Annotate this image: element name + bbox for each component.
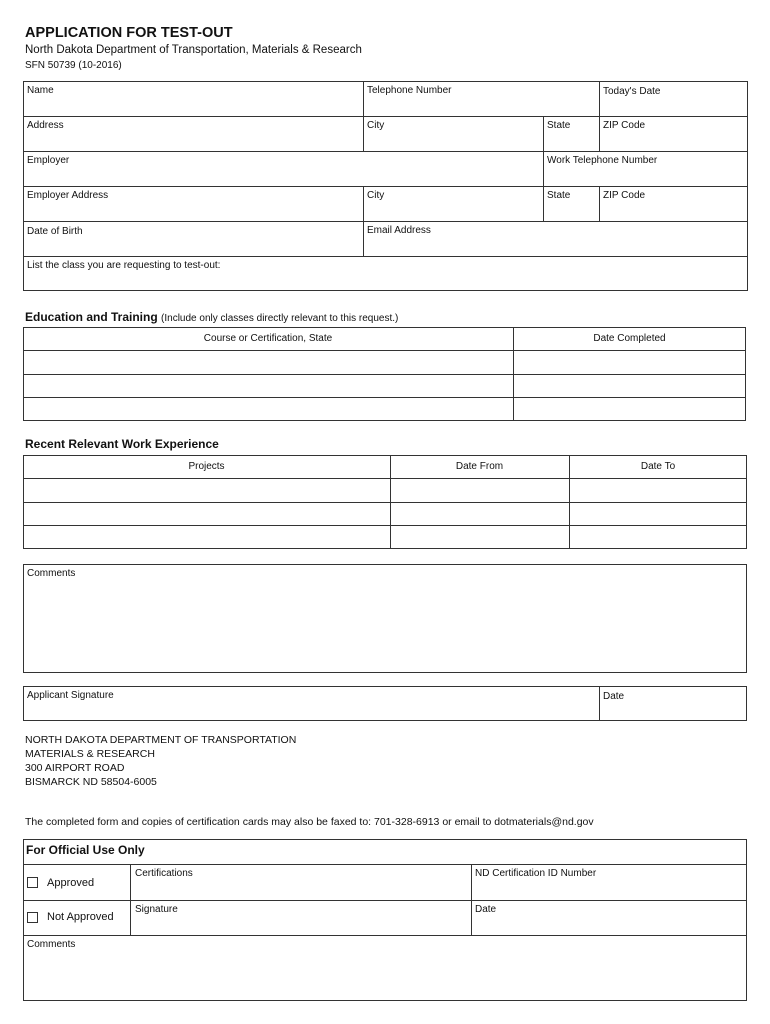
signature-date-field[interactable]: Date <box>603 691 625 702</box>
form-title: APPLICATION FOR TEST-OUT <box>25 25 233 41</box>
education-note: (Include only classes directly relevant to this request.) <box>161 313 399 324</box>
col-date-completed: Date Completed <box>593 333 666 344</box>
todays-date-field[interactable]: Today's Date <box>603 86 661 97</box>
employer-address-field[interactable]: Employer Address <box>27 190 109 201</box>
email-field[interactable]: Email Address <box>367 225 431 236</box>
address-line: MATERIALS & RESEARCH <box>25 748 155 760</box>
official-date-field[interactable]: Date <box>475 904 497 915</box>
employer-field[interactable]: Employer <box>27 155 70 166</box>
fax-email-note: The completed form and copies of certification cards may also be faxed to: 701-328-6913 or email to dotmaterials@nd.gov <box>25 816 594 828</box>
date-of-birth-field[interactable]: Date of Birth <box>27 226 83 237</box>
official-comments-field[interactable]: Comments <box>27 939 76 950</box>
employer-state-field[interactable]: State <box>547 190 571 201</box>
approved-label: Approved <box>47 877 95 889</box>
address-line: NORTH DAKOTA DEPARTMENT OF TRANSPORTATION <box>25 734 297 746</box>
comments-label: Comments <box>27 568 76 579</box>
form-number: SFN 50739 (10-2016) <box>25 60 122 71</box>
address-line: BISMARCK ND 58504-6005 <box>25 776 157 788</box>
official-use-heading: For Official Use Only <box>26 843 145 857</box>
col-date-from: Date From <box>455 461 504 472</box>
approved-checkbox[interactable] <box>27 877 38 888</box>
not-approved-label: Not Approved <box>47 911 114 923</box>
education-heading <box>25 310 398 324</box>
department-name: North Dakota Department of Transportation, Materials & Research <box>25 44 362 56</box>
address-field[interactable]: Address <box>27 120 64 131</box>
telephone-field[interactable]: Telephone Number <box>367 85 452 96</box>
official-signature-field[interactable]: Signature <box>135 904 178 915</box>
education-row[interactable] <box>24 375 513 397</box>
work-heading: Recent Relevant Work Experience <box>25 437 219 451</box>
col-course: Course or Certification, State <box>203 333 333 344</box>
zip-field[interactable]: ZIP Code <box>603 120 646 131</box>
certifications-field[interactable]: Certifications <box>135 868 193 879</box>
nd-cert-id-field[interactable]: ND Certification ID Number <box>475 868 597 879</box>
col-projects: Projects <box>188 461 225 472</box>
not-approved-checkbox[interactable] <box>27 912 38 923</box>
work-telephone-field[interactable]: Work Telephone Number <box>547 155 658 166</box>
signature-table <box>23 686 747 721</box>
education-row[interactable] <box>24 351 513 374</box>
comments-box[interactable] <box>23 564 747 673</box>
education-title: Education and Training <box>25 310 158 324</box>
name-field[interactable]: Name <box>27 85 54 96</box>
applicant-signature-field[interactable]: Applicant Signature <box>27 690 114 701</box>
col-date-to: Date To <box>640 461 676 472</box>
state-field[interactable]: State <box>547 120 571 131</box>
employer-zip-field[interactable]: ZIP Code <box>603 190 646 201</box>
education-row[interactable] <box>24 398 513 420</box>
class-request-field[interactable]: List the class you are requesting to test-out: <box>27 260 221 271</box>
address-line: 300 AIRPORT ROAD <box>25 762 125 774</box>
employer-city-field[interactable]: City <box>367 190 385 201</box>
city-field[interactable]: City <box>367 120 385 131</box>
